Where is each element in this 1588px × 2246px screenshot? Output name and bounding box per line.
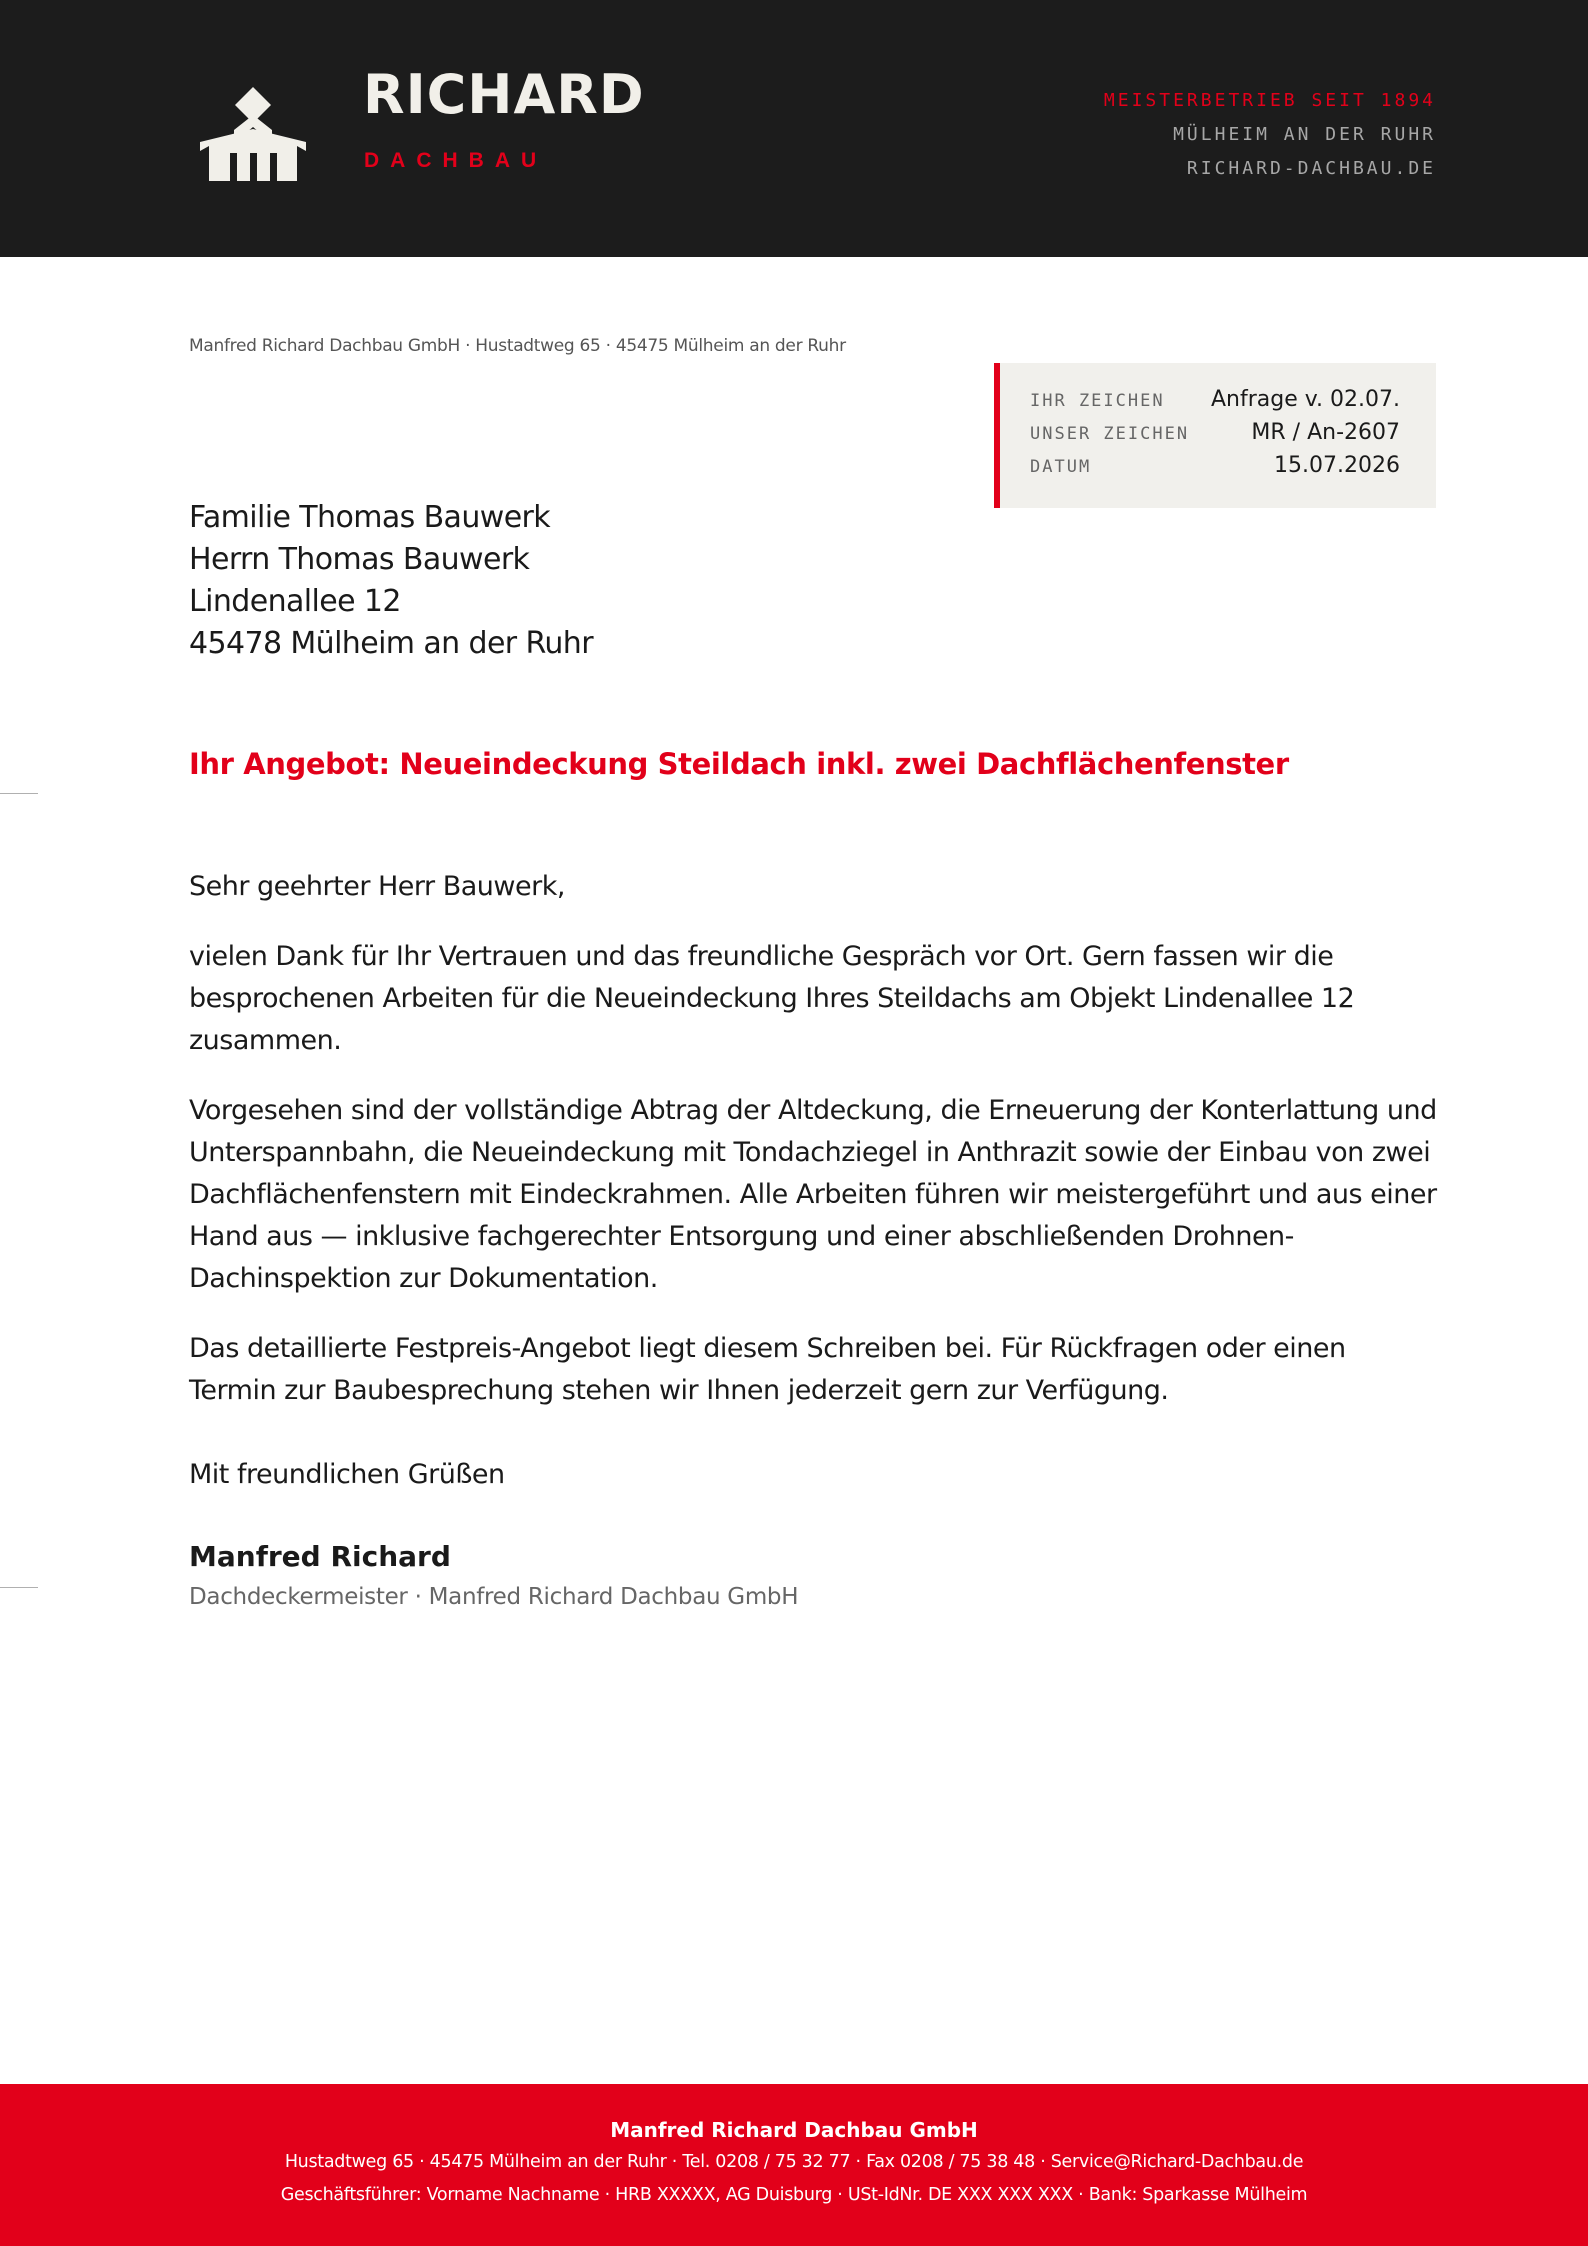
reference-box: [994, 363, 1436, 508]
recipient-line: Lindenallee 12: [189, 584, 401, 619]
footer-legal: Geschäftsführer: Vorname Nachname · HRB XXXXX, AG Duisburg · USt-IdNr. DE XXX XXX XXX · Bank: Sparkasse Mülheim: [280, 2185, 1308, 2205]
reference-label: UNSER ZEICHEN: [1030, 424, 1190, 444]
letterhead-header: [0, 0, 1588, 257]
footer-company: Manfred Richard Dachbau GmbH: [610, 2118, 978, 2142]
body-paragraph: Das detaillierte Festpreis-Angebot liegt diesem Schreiben bei. Für Rückfragen oder einen Termin zur Baubesprechung stehen wir Ihnen jederzeit gern zur Verfügung.: [189, 1333, 1346, 1406]
header-city: MÜLHEIM AN DER RUHR: [1173, 124, 1436, 145]
reference-value: 15.07.2026: [1274, 453, 1400, 478]
recipient-line: 45478 Mülheim an der Ruhr: [189, 626, 593, 661]
letter-footer: [0, 2084, 1588, 2246]
signature-name: Manfred Richard: [189, 1540, 451, 1573]
header-contact-block: [1104, 84, 1436, 186]
reference-row: [1030, 453, 1400, 486]
closing: Mit freundlichen Grüßen: [189, 1459, 505, 1490]
fold-mark-top: [0, 793, 38, 794]
reference-label: DATUM: [1030, 457, 1092, 477]
header-founded: MEISTERBETRIEB SEIT 1894: [1103, 90, 1436, 111]
footer-contact: Hustadtweg 65 · 45475 Mülheim an der Ruhr · Tel. 0208 / 75 32 77 · Fax 0208 / 75 38 48 · Service@Richard-Dachbau.de: [284, 2152, 1304, 2172]
header-website: RICHARD-DACHBAU.DE: [1186, 158, 1436, 179]
reference-value: Anfrage v. 02.07.: [1210, 387, 1400, 412]
reference-row: [1030, 420, 1400, 453]
recipient-line: Familie Thomas Bauwerk: [189, 500, 551, 535]
fold-mark-bottom: [0, 1587, 38, 1588]
salutation: Sehr geehrter Herr Bauwerk,: [189, 871, 565, 902]
brand-name: RICHARD: [363, 63, 645, 126]
reference-value: MR / An-2607: [1251, 420, 1400, 445]
house-roof-logo-icon: [198, 85, 308, 185]
body-paragraph: vielen Dank für Ihr Vertrauen und das freundliche Gespräch vor Ort. Gern fassen wir die besprochenen Arbeiten für die Neueindeckung Ihres Steildachs am Objekt Lindenallee 12 zusammen.: [189, 941, 1355, 1056]
body-paragraph: Vorgesehen sind der vollständige Abtrag der Altdeckung, die Erneuerung der Konterlattung und Unterspannbahn, die Neueindeckung mit Tondachziegel in Anthrazit sowie der Einbau von zwei Dachflächenfenstern mit Eindeckrahmen. Alle Arbeiten führen wir meistergeführt und aus einer Hand aus — inklusive fachgerechter Entsorgung und einer abschließenden Drohnen-Dachinspektion zur Dokumentation.: [189, 1095, 1437, 1294]
letter-subject: Ihr Angebot: Neueindeckung Steildach inkl. zwei Dachflächenfenster: [189, 747, 1289, 781]
recipient-line: Herrn Thomas Bauwerk: [189, 542, 530, 577]
recipient-address: [189, 497, 593, 665]
letter-body: [189, 866, 1439, 1524]
sender-return-line: Manfred Richard Dachbau GmbH · Hustadtweg 65 · 45475 Mülheim an der Ruhr: [189, 336, 846, 356]
reference-label: IHR ZEICHEN: [1030, 391, 1165, 411]
reference-row: [1030, 387, 1400, 420]
brand-subtitle: DACHBAU: [364, 149, 548, 172]
signature-title: Dachdeckermeister · Manfred Richard Dachbau GmbH: [189, 1584, 799, 1610]
